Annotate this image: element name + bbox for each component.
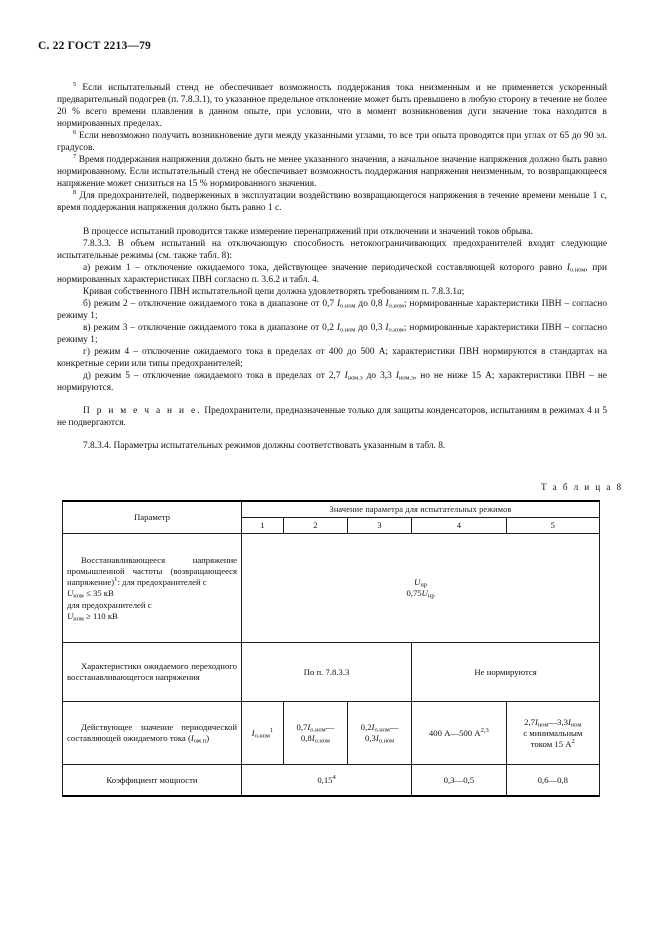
body-text-block [57,82,607,452]
row-1-param-symbol-u1: U [67,588,74,599]
row-1-value-line-2 [406,588,434,598]
row-2-param-text: Характеристики ожидаемого переходного восстанавливающегося напряжения [67,661,237,683]
symbol-i-subscript: о.ном [569,266,586,274]
row-3-mode4-expr [429,728,489,738]
footnote-5-text: Если испытательный стенд не обеспечивает возможность поддержания тока неизменным и не применяется ускоренный предварительный подогрев (п. 7.8.3.1), то указанное предельное отклонение может быть превышено в любую сторону в течение не более 20 % всего времени плавления в данном опыте, при условии, что в момент возникновения дуги значение тока находится в нормированных пределах. [57,83,608,130]
row-3-mode5-line-2: с минимальным [523,727,583,738]
row-1-value-symbol-u: U [414,577,421,588]
row-1-param-line-1 [67,555,237,589]
footnote-6 [57,130,607,154]
row-3-mode3-expr [361,722,399,744]
row-3-mode2-coef-b: 0,8 [300,733,312,744]
table-8-wrapper [62,500,600,797]
row-3-mode2-symbol-b-sub: о.ном [314,737,330,745]
row-3-mode2-coef-a: 0,7 [296,722,308,733]
symbol-i-d1-subscript: ном.э [347,374,363,382]
row-3-mode2-symbol-a-sub: о.ном [310,726,326,734]
list-item-d-part1: д) режим 5 – отключение ожидаемого тока в пределах от 2,7 [83,371,345,382]
row-4-value-mode-5: 0,6—0,8 [506,765,599,797]
row-3-mode1-symbol-i: I [251,727,255,738]
row-1-param-text-3: ≤ 35 кВ [86,588,114,599]
symbol-i-v1-subscript: о.ном [339,326,356,334]
row-3-value-mode-1 [242,702,284,765]
table-row [63,643,600,702]
row-3-value-mode-3 [348,702,412,765]
list-item-a [57,262,607,286]
parameters-table [62,500,600,797]
footnote-7-marker: 7 [73,153,77,161]
row-3-mode3-line-1 [361,722,399,732]
row-1-param-text-4: ≥ 110 кВ [86,610,118,621]
paragraph-curve-part2: ; [461,286,465,297]
footnote-6-text: Если невозможно получить возникновение дуги между указанными углами, то все три опыта проводятся при углах от 65 до 90 эл. градусов. [57,131,607,154]
symbol-i-d2-subscript: ном.э [398,374,414,382]
clause-7-8-3-4: 7.8.3.4. Параметры испытательных режимов должны соответствовать указанным в табл. 8. [83,441,446,452]
row-3-mode3-line-2 [365,733,394,743]
row-3-mode5-coef-b: 3,3 [557,716,568,727]
row-3-param-suffix: ) [206,733,210,744]
symbol-i-b1: I [337,298,341,309]
list-item-d [57,370,607,394]
column-header-mode-3: 3 [348,518,412,534]
paragraph-curve [57,286,607,298]
row-1-param-sup: 1 [114,576,118,584]
column-header-parameter: Параметр [63,501,242,534]
row-3-mode1-symbol-i-sub: о.ном [254,732,270,740]
row-3-mode3-symbol-b-sub: о.ном [378,737,395,745]
row-3-mode5-coef-a: 2,7 [524,716,535,727]
row-1-param-symbol-u1-sub: ном [73,592,84,600]
symbol-i-b2: I [385,298,389,309]
column-header-group: Значение параметра для испытательных режимов [242,501,600,518]
row-1-param-text-2: : для предохранителей с [117,577,207,588]
row-1-param-symbol-u2-sub: ном [73,615,84,623]
row-3-mode3-coef-b: 0,3 [365,733,376,744]
row-3-mode2-symbol-a: I [307,722,311,733]
list-item-b-part2: ; нормированные характеристики ПВН – согласно режиму 1; [57,298,608,321]
table-caption: Т а б л и ц а 8 [540,482,623,492]
row-3-mode5-line-1 [524,717,581,727]
row-3-mode3-symbol-a: I [371,722,375,733]
row-3-mode5-line-3-text: током 15 А [530,738,572,749]
column-header-mode-2: 2 [283,518,347,534]
row-3-mode5-expr [523,717,582,750]
row-1-value-symbol-u2: U [421,588,428,599]
clause-7-8-3-3: 7.8.3.3. В объем испытаний на отключающую способность нетокоограничивающих предохранителей входят следующие испытательные режимы (см. также табл. 8): [57,238,607,261]
row-3-value-mode-5 [506,702,599,765]
symbol-i-d2: I [395,371,399,382]
row-2-value-cell-modes-4-5: Не нормируются [412,643,600,702]
row-3-mode4-text: 400 А—500 А [428,727,481,738]
row-3-mode2-dash: — [325,722,335,733]
footnote-8-marker: 8 [73,189,77,197]
footnote-5 [57,82,607,130]
row-1-value-symbol-u-sub: нр [420,581,427,589]
note-text: Предохранители, предназначенные только для защиты конденсаторов, испытаниям в режимах 4 и 5 не подвергаются. [57,406,608,429]
row-3-mode5-symbol-a-sub: ном [537,721,549,729]
row-4-value-expr [317,775,336,785]
list-item-a-part1: а) режим 1 – отключение ожидаемого тока, действующее значение периодической составляющей которого равно [83,262,567,273]
row-1-param-line-3: для предохранителей с [67,599,152,610]
row-4-footnote-marker: 4 [332,773,336,781]
table-row [63,534,600,643]
row-4-value-modes-1-3 [242,765,412,797]
row-3-mode2-expr [297,722,335,744]
row-3-mode5-symbol-a: I [534,716,538,727]
list-item-b [57,298,607,322]
row-3-param-symbol-i: I [190,733,194,744]
paragraph-measurement: В процессе испытаний проводится также измерение перенапряжений при отключении и значений токов обрыва. [83,226,533,237]
row-1-param-symbol-u2: U [67,610,74,621]
footnote-8-text: Для предохранителей, подверженных в эксплуатации воздействию возвращающегося напряжения в течение времени меньше 1 с, время поддержания напряжения должно быть равно 1 с. [57,191,607,214]
row-4-value-mode-4: 0,3—0,5 [412,765,506,797]
symbol-i-b1-subscript: о.ном [340,302,356,310]
note-label: П р и м е ч а н и е. [83,406,202,417]
row-3-param-symbol-i-sub: ож.п [193,737,207,745]
paragraph-curve-italic: а [457,286,462,297]
row-3-mode3-coef-a: 0,2 [360,722,372,733]
row-3-mode1-expr [252,728,274,738]
row-3-mode4-footnote-marker: 2,3 [480,726,489,734]
note-paragraph [57,405,607,429]
list-item-v-mid: до 0,3 [355,322,386,333]
table-row [63,702,600,765]
symbol-i-v2: I [385,322,389,333]
row-4-value-text: 0,15 [317,774,333,785]
row-1-value-stack [406,577,434,599]
footnote-6-marker: 6 [73,129,77,137]
row-3-mode3-symbol-a-sub: о.ном [374,726,390,734]
row-3-mode5-dash: — [548,716,558,727]
row-3-mode3-dash: — [389,722,399,733]
row-1-param-line-2 [67,588,237,599]
row-3-mode3-symbol-b: I [375,733,379,744]
row-1-value-cell [242,534,600,643]
row-4-param-text: Коэффициент мощности [106,774,198,785]
row-3-parameter-cell [63,702,242,765]
footnote-5-marker: 5 [73,80,77,88]
row-1-value-coefficient: 0,75 [406,588,422,599]
symbol-i-d1: I [344,371,348,382]
footnote-7-text: Время поддержания напряжения должно быть не менее указанного значения, а начальное значение напряжения должно быть равно нормированному. Если испытательный стенд не обеспечивает возможность поддержания напряжения неизменным, то возвращающееся напряжение может снизиться на 15 % нормированного значения. [57,155,608,190]
column-header-mode-1: 1 [242,518,284,534]
footnote-8 [57,190,607,214]
row-1-param-text-1: Восстанавливающееся напряжение промышленной частоты (возвращающееся напряжение) [67,554,237,588]
list-item-d-part2: , но не ниже 15 А; характеристики ПВН – не нормируются. [57,371,607,394]
row-3-mode5-line-3 [531,739,575,749]
list-item-v-part1: в) режим 3 – отключение ожидаемого тока в диапазоне от 0,2 [83,322,337,333]
row-3-param-text [67,722,237,744]
row-4-parameter-cell [63,765,242,797]
row-3-mode5-symbol-b-sub: ном [570,721,582,729]
row-3-mode2-line-1 [297,722,335,732]
column-header-mode-4: 4 [412,518,506,534]
row-3-mode5-footnote-marker: 2 [571,737,575,745]
table-row [63,765,600,797]
list-item-b-mid: до 0,8 [355,298,386,309]
row-3-mode2-line-2 [301,733,330,743]
symbol-i-b2-subscript: о.ном [388,302,404,310]
row-3-param-prefix: Действующее значение периодической составляющей ожидаемого тока ( [67,722,237,744]
row-3-value-mode-2 [283,702,347,765]
row-1-value-line-1 [414,577,427,587]
row-3-mode2-symbol-b: I [311,733,315,744]
row-3-mode5-symbol-b: I [567,716,571,727]
symbol-i-v2-subscript: о.ном [388,326,404,334]
list-item-a-part2: , при нормированных характеристиках ПВН согласно п. 3.6.2 и табл. 4. [57,262,607,285]
row-1-param-line-4 [67,611,237,622]
symbol-i-v1: I [336,322,340,333]
row-2-parameter-cell [63,643,242,702]
row-1-value-symbol-u2-sub: нр [427,592,435,600]
table-header-row-1 [63,501,600,518]
list-item-v-part2: ; нормированные характеристики ПВН – согласно режиму 1; [57,322,608,345]
row-1-parameter-cell [63,534,242,643]
page-header: С. 22 ГОСТ 2213—79 [38,40,151,52]
symbol-i: I [566,262,570,273]
paragraph-curve-part1: Кривая собственного ПВН испытательной цепи должна удовлетворять требованиям п. 7.8.3.1 [83,286,458,297]
row-3-value-mode-4 [412,702,506,765]
list-item-g: г) режим 4 – отключение ожидаемого тока в пределах от 400 до 500 А; характеристики ПВН нормируются в стандартах на конкретные серии или типы предохранителей; [57,346,607,370]
list-item-d-mid: до 3,3 [362,371,396,382]
row-3-mode1-footnote-marker: 1 [269,726,274,734]
list-item-b-part1: б) режим 2 – отключение ожидаемого тока в диапазоне от 0,7 [83,298,338,309]
footnote-7 [57,154,607,190]
list-item-v [57,322,607,346]
column-header-mode-5: 5 [506,518,599,534]
row-2-value-cell-modes-1-3: По п. 7.8.3.3 [242,643,412,702]
